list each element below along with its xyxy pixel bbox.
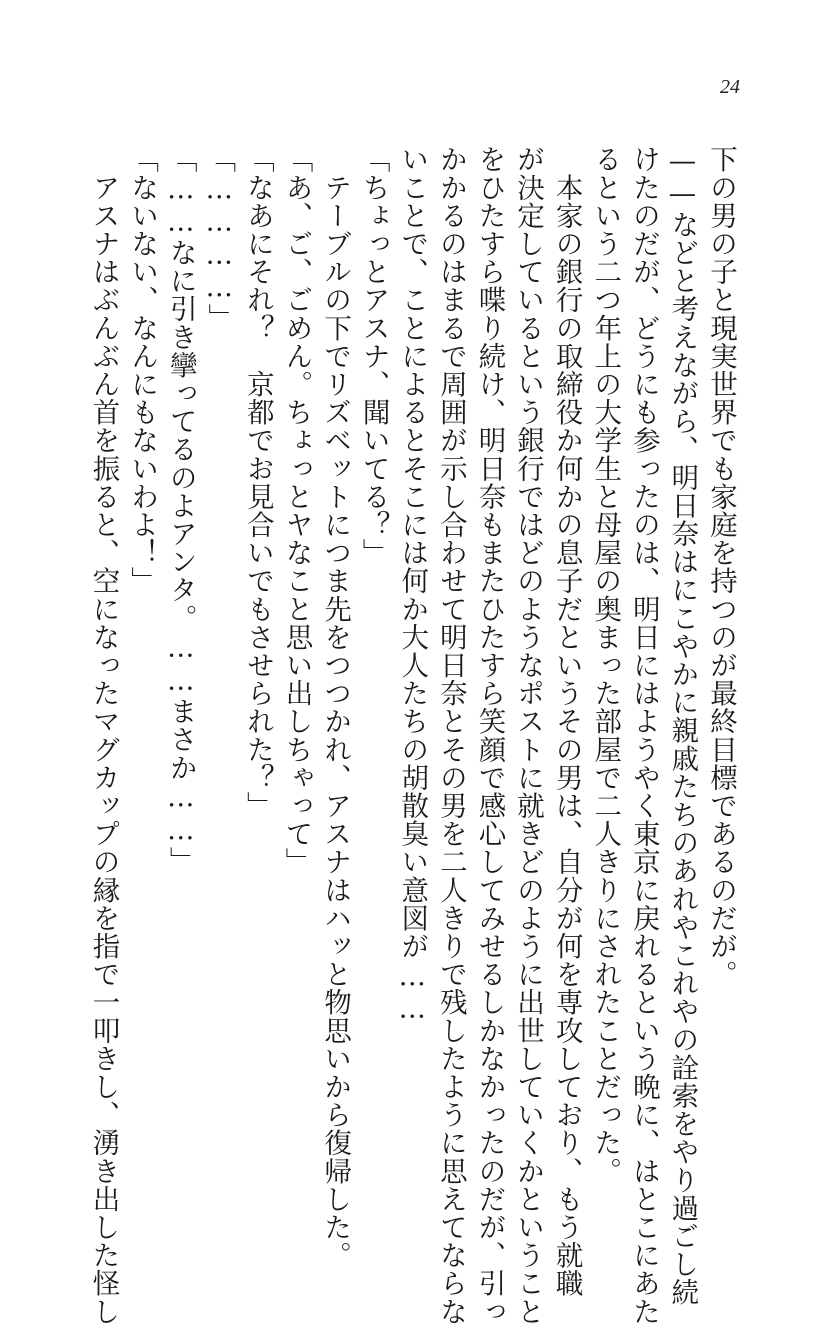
text-line: 「ちょっとアスナ、聞いてる？」 xyxy=(357,145,390,567)
text-line: をひたすら喋り続け、明日奈もまたひたすら笑顔で感心してみせるしかなかったのだが、引っ xyxy=(473,145,506,1325)
text-line: 下の男の子と現実世界でも家庭を持つのが最終目標であるのだが。 xyxy=(705,145,737,988)
text-line: テーブルの下でリズベットにつま先をつつかれ、アスナはハッと物思いから復帰した。 xyxy=(319,145,352,1269)
text-line: が決定しているという銀行ではどのようなポストに就きどのように出世していくかということ xyxy=(512,145,545,1325)
text-line: かかるのはまるで周囲が示し合わせて明日奈とその男を二人きりで残したように思えてならな xyxy=(434,145,467,1325)
text-line: 「ないない、なんにもないわよ！」 xyxy=(126,145,159,595)
text-line: るという二つ年上の大学生と母屋の奥まった部屋で二人きりにされたことだった。 xyxy=(589,145,622,1185)
text-line: けたのだが、どうにも参ったのは、明日にはようやく東京に戻れるという晩に、はとこにあた xyxy=(627,145,660,1325)
text-line: いことで、ことによるとそこには何か大人たちの胡散臭い意図が…… xyxy=(396,145,429,1026)
text-line: 「……なに引き攣ってるのよアンタ。……まさか……」 xyxy=(164,145,197,875)
text-line: 本家の銀行の取締役か何かの息子だというその男は、自分が何を専攻しており、もう就職 xyxy=(550,145,583,1298)
text-line: ——などと考えながら、明日奈はにこやかに親戚たちのあれやこれやの詮索をやり過ごし続 xyxy=(666,145,699,1307)
text-line: 「…………」 xyxy=(203,145,236,332)
text-line: 「あ、ご、ごめん。ちょっとヤなこと思い出しちゃって」 xyxy=(280,145,313,876)
page-number: 24 xyxy=(720,76,740,98)
text-line: 「なあにそれ？ 京都でお見合いでもさせられた？」 xyxy=(241,145,274,820)
vertical-body-text xyxy=(84,145,740,1325)
text-line: アスナはぶんぶん首を振ると、空になったマグカップの縁を指で一叩きし、湧き出した怪し xyxy=(87,145,120,1325)
